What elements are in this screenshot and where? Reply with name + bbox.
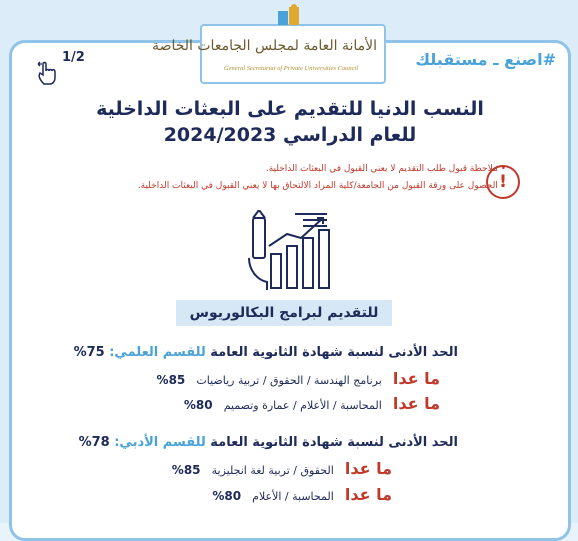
section-banner-bachelor: للتقديم لبرامج البكالوريوس <box>176 300 392 326</box>
scientific-value: 75% <box>73 345 105 360</box>
scientific-minimum <box>74 345 458 360</box>
logo-english-text: General Secretariat of Private Universities Council <box>223 65 359 72</box>
alert-icon: ! <box>486 165 520 199</box>
notes-list <box>86 161 506 195</box>
programs: الحقوق / تربية لغة انجليزية <box>211 464 334 477</box>
literary-value: 78% <box>78 435 110 450</box>
except-label: ما عدا <box>344 459 392 478</box>
note-item: • ملاحظة قبول طلب التقديم لا يعني القبول في البعثات الداخلية. <box>86 161 506 178</box>
literary-prefix: الحد الأدنى لنسبة شهادة الثانوية العامة <box>210 435 458 450</box>
logo-box <box>152 24 386 84</box>
growth-chart-icon <box>247 210 333 294</box>
title-line-2: للعام الدراسي 2024/2023 <box>163 124 417 146</box>
except-label: ما عدا <box>392 394 440 413</box>
percentage: 80% <box>212 489 242 503</box>
page-count: 1/2 <box>62 50 85 65</box>
scientific-dept: للقسم العلمي: <box>109 345 206 360</box>
list-item <box>172 459 392 478</box>
hashtag: #اصنع ـ مستقبلك <box>415 50 556 69</box>
programs: المحاسبة / الأعلام / عمارة وتصميم <box>223 399 382 412</box>
logo-emblem-icon <box>276 3 302 29</box>
percentage: 85% <box>156 373 186 387</box>
page-title <box>40 96 540 148</box>
programs: المحاسبة / الأعلام <box>252 490 334 503</box>
title-line-1: النسب الدنيا للتقديم على البعثات الداخلية <box>96 98 484 120</box>
scientific-prefix: الحد الأدنى لنسبة شهادة الثانوية العامة <box>210 345 458 360</box>
swipe-hand-icon[interactable] <box>34 58 62 86</box>
literary-minimum <box>79 435 458 450</box>
percentage: 85% <box>171 463 201 477</box>
list-item <box>184 394 440 413</box>
except-label: ما عدا <box>392 369 440 388</box>
logo-arabic-text: الأمانة العامة لمجلس الجامعات الخاصة <box>152 38 377 54</box>
list-item <box>157 369 440 388</box>
programs: برنامج الهندسة / الحقوق / تربية رياضيات <box>196 374 382 387</box>
except-label: ما عدا <box>344 485 392 504</box>
note-item: • الحصول على ورقة القبول من الجامعة/كلية المراد الالتحاق بها لا يعني القبول في البعثات الداخلية. <box>86 178 506 195</box>
percentage: 80% <box>183 398 213 412</box>
list-item <box>212 485 392 504</box>
literary-dept: للقسم الأدبي: <box>114 435 206 450</box>
